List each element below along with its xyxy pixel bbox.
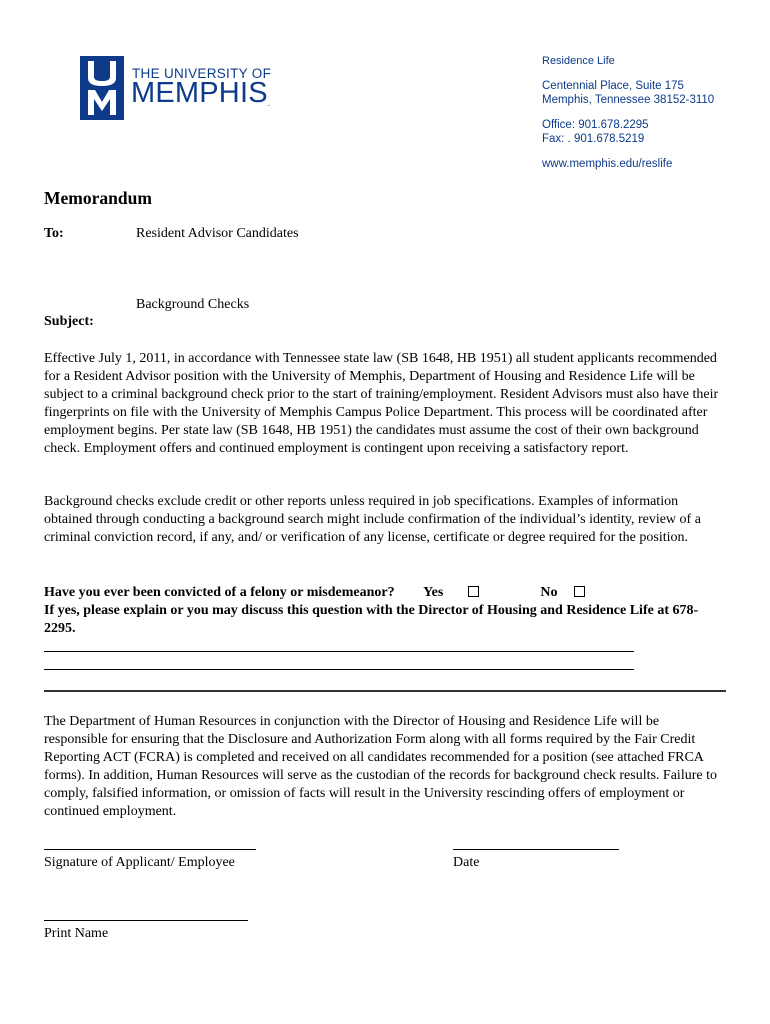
section-divider bbox=[44, 690, 726, 692]
website-link[interactable]: www.memphis.edu/reslife bbox=[542, 158, 673, 170]
address-line-1: Centennial Place, Suite 175 bbox=[542, 80, 684, 92]
applicant-signature-label: Signature of Applicant/ Employee bbox=[44, 855, 235, 870]
date-line[interactable] bbox=[453, 849, 619, 850]
memo-title: Memorandum bbox=[44, 188, 152, 208]
logo-top-text: THE UNIVERSITY OF bbox=[132, 66, 272, 81]
conviction-question bbox=[44, 584, 724, 602]
no-label: No bbox=[540, 585, 558, 600]
explain-instructions: If yes, please explain or you may discuss this question with the Director of Housing and Residence Life at 678-2295. bbox=[44, 603, 699, 636]
print-name-label: Print Name bbox=[44, 926, 109, 941]
paragraph-human-resources: The Department of Human Resources in conjunction with the Director of Housing and Residence Life will be responsible for ensuring that the Disclosure and Authorization Form along with all forms required by the Fair Credit Reporting ACT (FCRA) is completed and received on all candidates recommended for a position (see attached FRCA forms). In addition, Human Resources will serve as the custodian of the records for background check results. Failure to comply, falsified information, or omission of facts will result in the University rescinding offers of employment or continued employment. bbox=[44, 714, 717, 819]
applicant-signature-line[interactable] bbox=[44, 849, 256, 850]
fax-number: Fax: . 901.678.5219 bbox=[542, 133, 645, 145]
office-phone: Office: 901.678.2295 bbox=[542, 119, 649, 131]
yes-label: Yes bbox=[423, 585, 444, 600]
question-text: Have you ever been convicted of a felony or misdemeanor? bbox=[44, 585, 395, 600]
print-name-line[interactable] bbox=[44, 920, 248, 921]
no-checkbox[interactable] bbox=[574, 586, 585, 597]
explanation-line-1[interactable] bbox=[44, 651, 634, 652]
to-label: To: bbox=[44, 226, 64, 241]
subject-value: Background Checks bbox=[136, 297, 250, 312]
logo-main-text bbox=[131, 79, 270, 108]
date-label: Date bbox=[453, 855, 480, 870]
to-value: Resident Advisor Candidates bbox=[136, 226, 299, 241]
explanation-line-2[interactable] bbox=[44, 669, 634, 670]
address-line-2: Memphis, Tennessee 38152-3110 bbox=[542, 94, 715, 106]
yes-checkbox[interactable] bbox=[468, 586, 479, 597]
logo-reg-mark: . bbox=[267, 98, 271, 108]
subject-label: Subject: bbox=[44, 314, 94, 329]
paragraph-exclusions: Background checks exclude credit or other reports unless required in job specifications. Examples of information obtained through conducting a background search might include confirmation of the individual’s identity, review of a criminal conviction record, if any, and/ or verification of any license, certificate or degree required for the position. bbox=[44, 494, 701, 545]
dept-name: Residence Life bbox=[542, 55, 615, 67]
paragraph-policy: Effective July 1, 2011, in accordance with Tennessee state law (SB 1648, HB 1951) all student applicants recommended for a Resident Advisor position with the University of Memphis, Department of Housing and Residence Life will be subject to a criminal background check prior to the start of training/employment. Resident Advisors must also have their fingerprints on file with the University of Memphis Campus Police Department. This process will be coordinated after employment begins. Per state law (SB 1648, HB 1951) the candidates must assume the cost of their own background check. Employment offers and continued employment is contingent upon receiving a satisfactory report. bbox=[44, 351, 719, 456]
university-logo-mark bbox=[80, 56, 124, 120]
logo-wordmark: MEMPHIS bbox=[131, 77, 268, 109]
